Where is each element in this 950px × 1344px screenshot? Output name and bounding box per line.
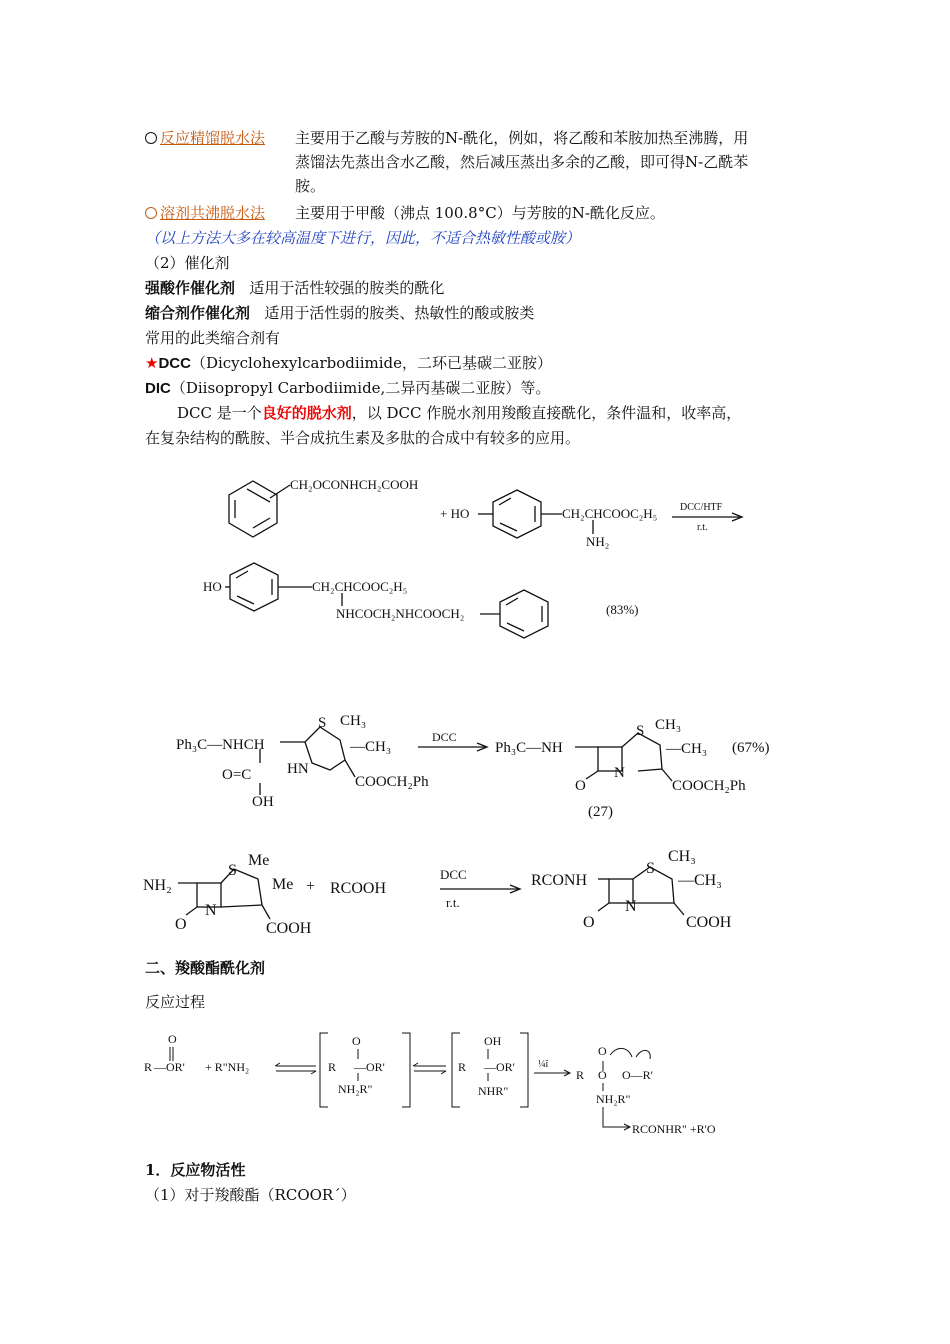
para-highlight: 良好的脱水剂: [261, 404, 352, 422]
methyl-group: —CH₃: [350, 739, 392, 755]
dic-abbr: DIC: [145, 380, 171, 397]
r1-substituent: CH₂OCONHCH₂COOH: [290, 477, 419, 492]
sulfur-atom: S: [636, 723, 645, 739]
right-head: Ph₃C—NH: [495, 740, 563, 756]
amine-reagent: + R"NH₂: [205, 1060, 250, 1074]
star-icon: ★: [145, 354, 159, 372]
methyl-group: —CH₃: [678, 872, 722, 889]
oxygen-atom: O: [175, 916, 187, 933]
text-line: 主要用于乙酸与芳胺的N-酰化，例如，将乙酸和苯胺加热至沸腾，用: [295, 129, 749, 147]
dic-line: [145, 376, 550, 401]
product-chain: CH₂CHCOOC₂H₅: [312, 579, 408, 594]
reaction-1-scheme: [0, 460, 950, 650]
text-line: 蒸馏法先蒸出含水乙酸，然后减压蒸出多余的乙酸，即可得N-乙酰苯: [295, 153, 749, 171]
method-1-desc: [295, 126, 748, 198]
plus-sign: +: [306, 878, 316, 895]
nitrogen-atom: N: [205, 902, 217, 919]
reaction-condition: DCC: [440, 867, 467, 882]
yield-label: (83%): [606, 602, 639, 617]
oxygen-atom: O: [168, 1032, 177, 1046]
product-head: RCONH: [531, 872, 588, 889]
plus-ho: + HO: [440, 506, 470, 521]
r-group: R: [576, 1068, 585, 1082]
dcc-paragraph-line-2: 在复杂结构的酰胺、半合成抗生素及多肽的合成中有较多的应用。: [145, 429, 581, 447]
dcc-line: [145, 351, 552, 376]
benzene-ring: [229, 481, 277, 537]
r-group: R: [144, 1060, 153, 1074]
condensing-label: 缩合剂作催化剂: [145, 304, 251, 322]
reaction-condition: r.t.: [697, 522, 708, 533]
sulfur-atom: S: [318, 715, 327, 731]
text-line: 胺。: [295, 177, 326, 195]
circle-bullet-icon: [145, 132, 157, 144]
reaction-condition: r.t.: [446, 895, 460, 910]
ammonium-group: NH₂R": [596, 1092, 631, 1106]
methyl-group: CH₃: [655, 717, 682, 733]
carbonyl: O=C: [222, 767, 252, 783]
reaction-condition: DCC/HTF: [680, 502, 723, 513]
methyl-group: CH₃: [668, 848, 696, 865]
strong-acid-line: [145, 276, 444, 300]
text-line: 主要用于甲酸（沸点 100.8°C）与芳胺的N-酰化反应。: [295, 204, 665, 222]
strong-acid-label: 强酸作催化剂: [145, 279, 236, 297]
dcc-abbr: DCC: [158, 355, 191, 372]
circle-bullet-icon: [145, 207, 157, 219]
carboxyl-group: COOH: [266, 920, 312, 937]
method-2-name: [145, 201, 265, 225]
para-post: ，以 DCC 作脱水剂用羧酸直接酰化，条件温和，收率高，: [351, 404, 742, 422]
leaving-group: O—R': [622, 1068, 653, 1082]
section-catalyst: （2）催化剂: [145, 254, 230, 272]
oxygen-atom: O: [575, 778, 586, 794]
ammonium-group: NH₂R": [338, 1082, 373, 1096]
r2-nh2: NH₂: [586, 534, 610, 549]
mechanism-product: RCONHR" +R'O: [632, 1122, 716, 1136]
process-label: 反应过程: [145, 993, 206, 1011]
hydroxyl: OH: [252, 794, 274, 810]
oxygen-atom: O: [598, 1044, 607, 1058]
nitrogen-atom: N: [614, 765, 625, 781]
methyl-group: Me: [272, 876, 294, 893]
ester-group: COOCH₂Ph: [355, 774, 429, 790]
method-2-desc: [295, 201, 665, 225]
dic-full: （Diisopropyl Carbodiimide,二异丙基碳二亚胺）等。: [170, 379, 551, 397]
yield-label: (67%): [732, 740, 770, 756]
condensing-desc: 适用于活性弱的胺类、热敏性的酸或胺类: [264, 304, 535, 322]
carboxylic-acid: RCOOH: [330, 880, 387, 897]
product-amide: NHCOCH₂NHCOOCH₂: [336, 606, 465, 621]
ester-group: COOCH₂Ph: [672, 778, 746, 794]
method-1-name: [145, 126, 265, 150]
r2-chain: CH₂CHCOOC₂H₅: [562, 506, 658, 521]
compound-number: (27): [588, 804, 613, 820]
nitrogen-atom: N: [625, 898, 637, 915]
reaction-3-scheme: [0, 845, 950, 940]
condensing-line: [145, 301, 534, 325]
amine-group: NH₂: [143, 877, 172, 894]
hn-atom: HN: [287, 761, 309, 777]
reaction-condition: ¼î: [538, 1059, 549, 1070]
oxygen-atom: O: [583, 914, 595, 931]
reaction-2-scheme: [0, 705, 950, 830]
hydroxyl: OH: [484, 1034, 502, 1048]
amine-group: NHR": [478, 1084, 509, 1098]
section-2-heading: 二、羧酸酯酰化剂: [145, 959, 266, 977]
r-group: R: [328, 1060, 337, 1074]
methyl-group: CH₃: [340, 713, 367, 729]
sulfur-atom: S: [228, 862, 237, 879]
carbon-center: O: [598, 1068, 607, 1082]
r-group: R: [458, 1060, 467, 1074]
item-1-text: （1）对于羧酸酯（RCOOR´）: [145, 1186, 356, 1204]
para-pre: DCC 是一个: [177, 404, 262, 422]
section-3-heading: 1．反应物活性: [145, 1161, 246, 1179]
mechanism-scheme: [0, 1025, 950, 1145]
methyl-group: —CH₃: [666, 741, 708, 757]
product-ho: HO: [203, 579, 222, 594]
reaction-condition: DCC: [432, 730, 457, 744]
dcc-paragraph-line-1: [177, 401, 741, 425]
strong-acid-desc: 适用于活性较强的胺类的酰化: [249, 279, 445, 297]
ester-or: —OR': [354, 1060, 385, 1074]
ester-or: —OR': [154, 1060, 185, 1074]
method-2-link[interactable]: 溶剂共沸脱水法: [160, 204, 266, 222]
note-text: （以上方法大多在较高温度下进行，因此，不适合热敏性酸或胺）: [145, 229, 581, 247]
methyl-group: Me: [248, 852, 270, 869]
common-line: 常用的此类缩合剂有: [145, 329, 281, 347]
ester-or: —OR': [484, 1060, 515, 1074]
left-head: Ph₃C—NHCH: [176, 737, 265, 753]
carboxyl-group: COOH: [686, 914, 732, 931]
method-1-link[interactable]: 反应精馏脱水法: [160, 129, 266, 147]
oxide-anion: O: [352, 1034, 361, 1048]
sulfur-atom: S: [646, 860, 655, 877]
dcc-full: （Dicyclohexylcarbodiimide，二环已基碳二亚胺）: [190, 354, 552, 372]
